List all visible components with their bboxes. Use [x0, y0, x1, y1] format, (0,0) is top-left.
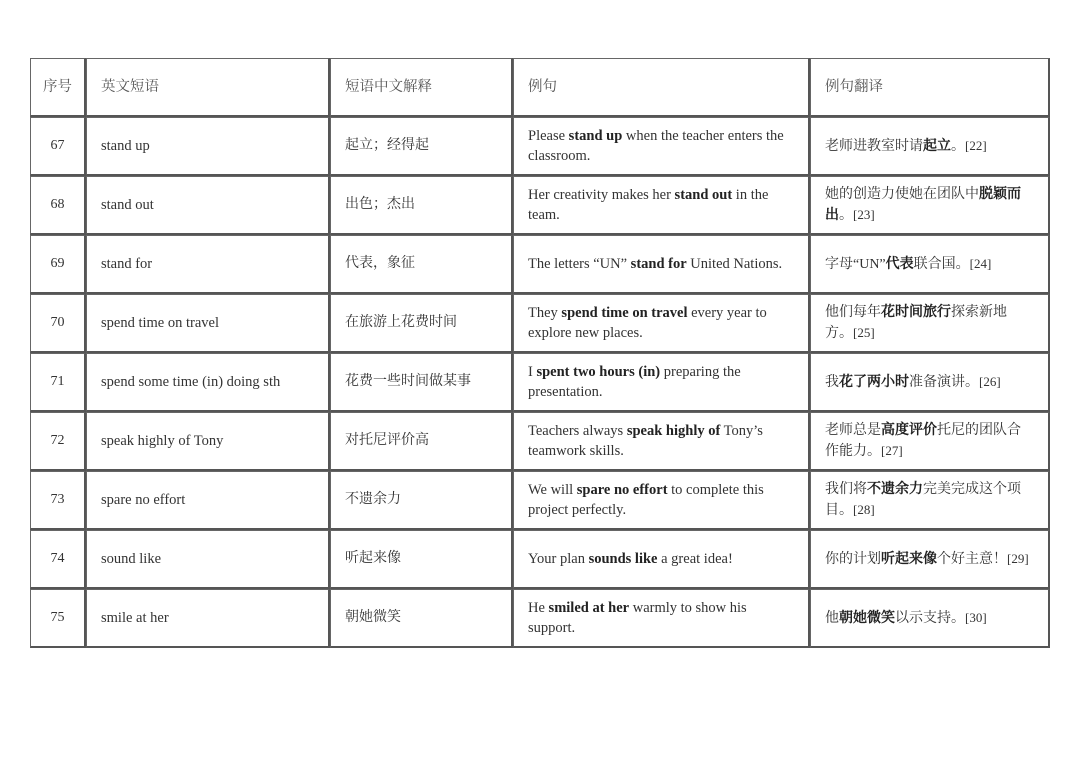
header-example: 例句 — [513, 58, 810, 117]
example-text: when the teacher enters the classroom. — [528, 128, 784, 164]
example-text: Teachers always — [528, 423, 627, 439]
citation: [27] — [881, 442, 903, 458]
translation-text: 。 — [951, 138, 965, 154]
example-cell — [513, 176, 810, 235]
meaning-cell: 出色；杰出 — [330, 176, 513, 235]
translation-cell — [810, 294, 1050, 353]
citation: [24] — [969, 255, 992, 271]
phrase-table — [30, 58, 1050, 648]
table-row — [30, 176, 1050, 235]
translation-text: 托尼的团队合作能力。 — [825, 422, 1021, 459]
phrase-cell: spend time on travel — [86, 294, 330, 353]
example-text: Your plan — [528, 551, 589, 567]
meaning-cell: 对托尼评价高 — [330, 412, 513, 471]
example-text: United Nations. — [686, 256, 783, 272]
citation: [28] — [853, 501, 875, 517]
phrase-cell: smile at her — [86, 589, 330, 648]
example-cell — [513, 235, 810, 294]
meaning-cell: 不遗余力 — [330, 471, 513, 530]
translation-bold-phrase: 高度评价 — [881, 422, 937, 438]
header-translation: 例句翻译 — [810, 58, 1050, 117]
example-cell — [513, 589, 810, 648]
translation-text: 我们将 — [825, 481, 867, 497]
example-text: We will — [528, 482, 577, 498]
table-row — [30, 117, 1050, 176]
row-number: 75 — [30, 589, 86, 648]
example-bold-phrase: sounds like — [588, 551, 658, 567]
meaning-cell: 听起来像 — [330, 530, 513, 589]
translation-text: 老师总是 — [825, 422, 881, 438]
example-text: They — [528, 305, 562, 321]
meaning-cell: 朝她微笑 — [330, 589, 513, 648]
translation-text: 准备演讲。 — [909, 374, 979, 390]
example-text: preparing the presentation. — [528, 364, 741, 400]
phrase-cell: sound like — [86, 530, 330, 589]
translation-text: 他们每年 — [825, 304, 881, 320]
meaning-cell: 代表，象征 — [330, 235, 513, 294]
translation-cell — [810, 235, 1050, 294]
translation-cell — [810, 589, 1050, 648]
row-number: 69 — [30, 235, 86, 294]
row-number: 71 — [30, 353, 86, 412]
translation-bold-phrase: 花了两小时 — [839, 374, 909, 390]
translation-bold-phrase: 听起来像 — [881, 551, 937, 567]
citation: [25] — [853, 324, 875, 340]
translation-cell — [810, 176, 1050, 235]
row-number: 73 — [30, 471, 86, 530]
translation-cell — [810, 471, 1050, 530]
example-cell — [513, 412, 810, 471]
row-number: 68 — [30, 176, 86, 235]
row-number: 72 — [30, 412, 86, 471]
translation-text: 她的创造力使她在团队中 — [825, 186, 979, 202]
phrase-cell: stand up — [86, 117, 330, 176]
example-text: I — [528, 364, 537, 380]
translation-bold-phrase: 代表 — [885, 256, 914, 272]
example-cell — [513, 117, 810, 176]
example-bold-phrase: spend time on travel — [561, 305, 688, 321]
table-row — [30, 412, 1050, 471]
example-bold-phrase: smiled at her — [548, 600, 630, 616]
row-number: 70 — [30, 294, 86, 353]
table-row — [30, 294, 1050, 353]
translation-bold-phrase: 花时间旅行 — [881, 304, 951, 320]
translation-text: 探索新地方。 — [825, 304, 1007, 341]
citation: [26] — [979, 373, 1001, 389]
example-bold-phrase: spent two hours (in) — [536, 364, 661, 380]
translation-bold-phrase: 朝她微笑 — [839, 610, 895, 626]
example-text: every year to explore new places. — [528, 305, 767, 341]
translation-text: 老师进教室时请 — [825, 138, 923, 154]
translation-bold-phrase: 不遗余力 — [867, 481, 923, 497]
example-text: in the team. — [528, 187, 769, 223]
phrase-cell: stand out — [86, 176, 330, 235]
header-num: 序号 — [30, 58, 86, 117]
table-row — [30, 589, 1050, 648]
translation-bold-phrase: 脱颖而出 — [825, 186, 1021, 223]
citation: [30] — [965, 609, 987, 625]
translation-cell — [810, 530, 1050, 589]
example-bold-phrase: stand out — [674, 187, 733, 203]
row-number: 67 — [30, 117, 86, 176]
phrase-cell: spare no effort — [86, 471, 330, 530]
example-text: warmly to show his support. — [528, 600, 747, 636]
citation: [22] — [965, 137, 987, 153]
example-cell — [513, 471, 810, 530]
example-bold-phrase: stand for — [630, 256, 687, 272]
citation: [29] — [1007, 550, 1029, 566]
translation-text: 个好主意！ — [937, 551, 1007, 567]
example-bold-phrase: spare no effort — [576, 482, 668, 498]
citation: [23] — [853, 206, 875, 222]
translation-text: 你的计划 — [825, 551, 881, 567]
example-cell — [513, 294, 810, 353]
translation-text: 以示支持。 — [895, 610, 965, 626]
example-cell — [513, 530, 810, 589]
translation-bold-phrase: 起立 — [923, 138, 951, 154]
example-text: to complete this project perfectly. — [528, 482, 764, 518]
translation-text: 他 — [825, 610, 839, 626]
translation-text: 联合国。 — [913, 256, 970, 272]
table-row — [30, 471, 1050, 530]
translation-text: 完美完成这个项目。 — [825, 481, 1021, 518]
table-row — [30, 235, 1050, 294]
meaning-cell: 在旅游上花费时间 — [330, 294, 513, 353]
phrase-cell: spend some time (in) doing sth — [86, 353, 330, 412]
meaning-cell: 起立；经得起 — [330, 117, 513, 176]
translation-cell — [810, 353, 1050, 412]
example-text: The letters “UN” — [528, 256, 631, 272]
table-row — [30, 353, 1050, 412]
table-row — [30, 530, 1050, 589]
translation-cell — [810, 412, 1050, 471]
example-text: He — [528, 600, 549, 616]
translation-text: 。 — [839, 207, 853, 223]
translation-text: 字母“UN” — [825, 256, 886, 272]
header-phrase: 英文短语 — [86, 58, 330, 117]
meaning-cell: 花费一些时间做某事 — [330, 353, 513, 412]
translation-text: 我 — [825, 374, 839, 390]
row-number: 74 — [30, 530, 86, 589]
example-text: Please — [528, 128, 569, 144]
translation-cell — [810, 117, 1050, 176]
example-cell — [513, 353, 810, 412]
example-bold-phrase: stand up — [568, 128, 623, 144]
table-header-row — [30, 58, 1050, 117]
phrase-cell: stand for — [86, 235, 330, 294]
example-text: a great idea! — [657, 551, 733, 567]
example-text: Her creativity makes her — [528, 187, 675, 203]
header-meaning: 短语中文解释 — [330, 58, 513, 117]
phrase-cell: speak highly of Tony — [86, 412, 330, 471]
example-bold-phrase: speak highly of — [626, 423, 721, 439]
example-text: Tony’s teamwork skills. — [528, 423, 763, 459]
